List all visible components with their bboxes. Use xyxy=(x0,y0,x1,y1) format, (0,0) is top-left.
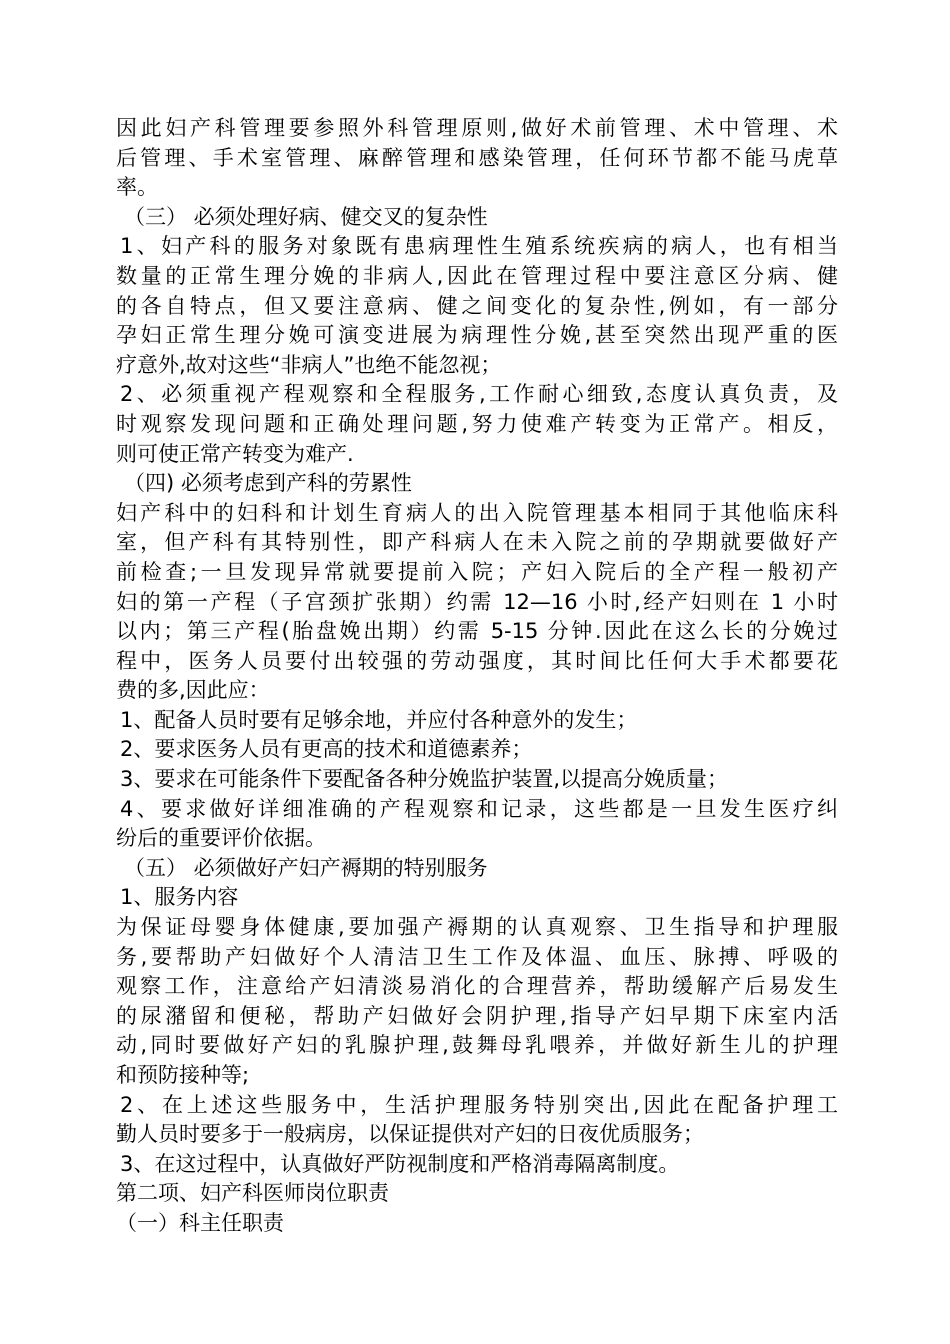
text-line: 前检查;一旦发现异常就要提前入院；产妇入院后的全产程一般初产 xyxy=(116,559,838,584)
text-line: 和预防接种等; xyxy=(116,1063,250,1087)
text-line: 的尿潴留和便秘，帮助产妇做好会阴护理,指导产妇早期下床室内活 xyxy=(116,1003,838,1028)
text-line: 为保证母婴身体健康,要加强产褥期的认真观察、卫生指导和护理服 xyxy=(116,915,838,940)
text-line: 观察工作，注意给产妇清淡易消化的合理营养，帮助缓解产后易发生 xyxy=(116,974,838,999)
text-line: 的各自特点，但又要注意病、健之间变化的复杂性,例如，有一部分 xyxy=(116,293,838,318)
list-item: 3、在这过程中，认真做好严防视制度和严格消毒隔离制度。 xyxy=(120,1151,680,1176)
text-line: 纷后的重要评价依据。 xyxy=(116,826,326,851)
text-line: 程中，医务人员要付出较强的劳动强度，其时间比任何大手术都要花 xyxy=(116,648,838,673)
document-body xyxy=(116,114,838,1239)
text-line: 疗意外,故对这些“非病人”也绝不能忽视； xyxy=(116,352,502,377)
text-line: 因此妇产科管理要参照外科管理原则,做好术前管理、术中管理、术 xyxy=(116,116,838,140)
text-line: 妇产科中的妇科和计划生育病人的出入院管理基本相同于其他临床科 xyxy=(116,500,838,525)
list-item: 1、服务内容 xyxy=(120,885,239,910)
list-item: 4、要求做好详细准确的产程观察和记录，这些都是一旦发生医疗纠 xyxy=(120,796,838,821)
text-line: 孕妇正常生理分娩可演变进展为病理性分娩,甚至突然出现严重的医 xyxy=(116,323,838,348)
text-line: 勤人员时要多于一般病房，以保证提供对产妇的日夜优质服务； xyxy=(116,1122,704,1147)
list-item: 3、要求在可能条件下要配备各种分娩监护装置,以提高分娩质量； xyxy=(120,767,729,792)
section-heading: （五） 必须做好产妇产褥期的特别服务 xyxy=(124,855,488,880)
list-item: 2、在上述这些服务中，生活护理服务特别突出,因此在配备护理工 xyxy=(120,1092,838,1117)
text-line: 数量的正常生理分娩的非病人,因此在管理过程中要注意区分病、健 xyxy=(116,263,838,288)
text-line: 时观察发现问题和正确处理问题,努力使难产转变为正常产。相反， xyxy=(116,411,838,436)
text-line: 务,要帮助产妇做好个人清洁卫生工作及体温、血压、脉搏、呼吸的 xyxy=(116,944,838,969)
text-line: 则可使正常产转变为难产. xyxy=(116,441,354,466)
list-item: 2、要求医务人员有更高的技术和道德素养； xyxy=(120,737,533,762)
text-line: 以内；第三产程(胎盘娩出期）约需 5-15 分钟.因此在这么长的分娩过 xyxy=(116,619,838,644)
text-line: 动,同时要做好产妇的乳腺护理,鼓舞母乳喂养，并做好新生儿的护理 xyxy=(116,1033,838,1058)
list-item: 1、配备人员时要有足够余地，并应付各种意外的发生； xyxy=(120,707,638,732)
section-heading: （三） 必须处理好病、健交叉的复杂性 xyxy=(124,204,488,229)
list-item: 1、妇产科的服务对象既有患病理性生殖系统疾病的病人，也有相当 xyxy=(120,234,838,259)
chapter-heading: 第二项、妇产科医师岗位职责 xyxy=(116,1181,389,1206)
text-line: 率。 xyxy=(116,175,158,200)
section-heading: （四) 必须考虑到产科的劳累性 xyxy=(124,471,412,496)
list-item: 2、必须重视产程观察和全程服务,工作耐心细致,态度认真负责，及 xyxy=(120,382,838,407)
text-line: 室，但产科有其特别性，即产科病人在未入院之前的孕期就要做好产 xyxy=(116,530,838,555)
text-line: 后管理、手术室管理、麻醉管理和感染管理，任何环节都不能马虎草 xyxy=(116,145,838,170)
section-heading: （一）科主任职责 xyxy=(116,1210,284,1235)
text-line: 妇的第一产程（子宫颈扩张期）约需 12—16 小时,经产妇则在 1 小时 xyxy=(116,589,838,614)
text-line: 费的多,因此应： xyxy=(116,678,270,703)
